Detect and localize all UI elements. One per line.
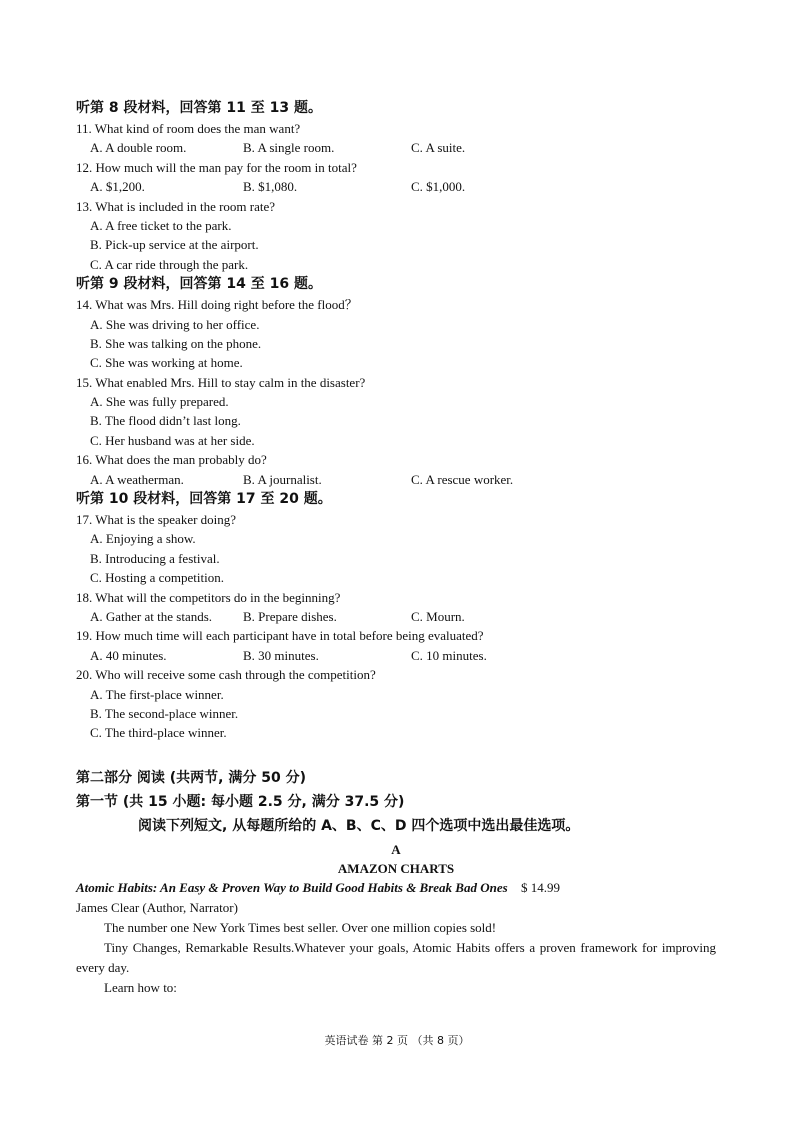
- option-b: B. Introducing a festival.: [90, 550, 220, 566]
- book-price: $ 14.99: [520, 879, 560, 895]
- book-line: [76, 878, 716, 898]
- spacer: [76, 743, 716, 766]
- option-c: C. Her husband was at her side.: [90, 432, 255, 448]
- option-c: C. 10 minutes.: [411, 647, 487, 663]
- option-b: B. The second-place winner.: [90, 705, 239, 721]
- options-row: [76, 470, 716, 489]
- passage-title: AMAZON CHARTS: [337, 860, 455, 876]
- option-a: A. $1,200.: [90, 179, 145, 195]
- page-footer: 英语试卷 第 2 页 （共 8 页）: [324, 1034, 470, 1047]
- question-20: 20. Who will receive some cash through the competition?: [76, 667, 376, 683]
- option-a: A. A double room.: [90, 140, 187, 156]
- option-c: C. A suite.: [411, 140, 466, 156]
- options-row: [76, 607, 716, 626]
- option-b: B. 30 minutes.: [243, 647, 319, 663]
- paragraph: Tiny Changes, Remarkable Results.Whatever your goals, Atomic Habits offers a proven framework for improving every day.: [76, 939, 716, 975]
- question-19: 19. How much time will each participant have in total before being evaluated?: [76, 628, 484, 644]
- author-line: James Clear (Author, Narrator): [76, 899, 238, 915]
- option-b: B. $1,080.: [243, 179, 298, 195]
- section-heading: 听第 10 段材料，回答第 17 至 20 题。: [76, 491, 332, 508]
- option-b: B. A journalist.: [243, 471, 322, 487]
- option-c: C. Mourn.: [411, 608, 465, 624]
- paragraph: The number one New York Times best seller. Over one million copies sold!: [104, 919, 497, 935]
- page-content: [76, 98, 716, 998]
- option-c: C. A car ride through the park.: [90, 256, 249, 272]
- option-a: A. A free ticket to the park.: [90, 217, 232, 233]
- option-b: B. A single room.: [243, 140, 335, 156]
- option-b: B. Prepare dishes.: [243, 608, 337, 624]
- option-c: C. Hosting a competition.: [90, 570, 224, 586]
- instruction: 阅读下列短文, 从每题所给的 A、B、C、D 四个选项中选出最佳选项。: [138, 817, 580, 834]
- option-c: C. The third-place winner.: [90, 725, 227, 741]
- passage-letter: A: [391, 841, 401, 857]
- question-13: 13. What is included in the room rate?: [76, 198, 276, 214]
- option-a: A. The first-place winner.: [90, 686, 224, 702]
- question-18: 18. What will the competitors do in the beginning?: [76, 589, 341, 605]
- question-12: 12. How much will the man pay for the room in total?: [76, 159, 357, 175]
- option-c: C. She was working at home.: [90, 355, 243, 371]
- option-b: B. The flood didn’t last long.: [90, 413, 241, 429]
- option-a: A. Gather at the stands.: [90, 608, 213, 624]
- subsection-heading: 第一节 (共 15 小题: 每小题 2.5 分, 满分 37.5 分): [76, 793, 405, 810]
- question-11: 11. What kind of room does the man want?: [76, 121, 301, 136]
- part-heading: 第二部分 阅读 (共两节, 满分 50 分): [76, 769, 306, 786]
- option-c: C. A rescue worker.: [411, 471, 514, 487]
- options-row: [76, 177, 716, 196]
- option-a: A. 40 minutes.: [90, 647, 167, 663]
- option-a: A. She was fully prepared.: [90, 394, 229, 410]
- question-14: 14. What was Mrs. Hill doing right before the flood？: [76, 297, 358, 313]
- option-b: B. Pick-up service at the airport.: [90, 237, 259, 253]
- book-title: Atomic Habits: An Easy & Proven Way to Build Good Habits & Break Bad Ones: [76, 879, 508, 895]
- option-b: B. She was talking on the phone.: [90, 335, 262, 351]
- question-16: 16. What does the man probably do?: [76, 452, 267, 468]
- section-heading: 听第 9 段材料，回答第 14 至 16 题。: [76, 276, 322, 293]
- option-a: A. Enjoying a show.: [90, 531, 196, 547]
- option-c: C. $1,000.: [411, 179, 466, 195]
- option-a: A. A weatherman.: [90, 471, 184, 487]
- question-15: 15. What enabled Mrs. Hill to stay calm in the disaster?: [76, 374, 366, 390]
- option-a: A. She was driving to her office.: [90, 316, 260, 332]
- options-row: [76, 646, 716, 665]
- section-heading: 听第 8 段材料，回答第 11 至 13 题。: [76, 100, 322, 116]
- question-17: 17. What is the speaker doing?: [76, 512, 237, 528]
- options-row: [76, 138, 716, 157]
- paragraph: Learn how to:: [104, 979, 177, 995]
